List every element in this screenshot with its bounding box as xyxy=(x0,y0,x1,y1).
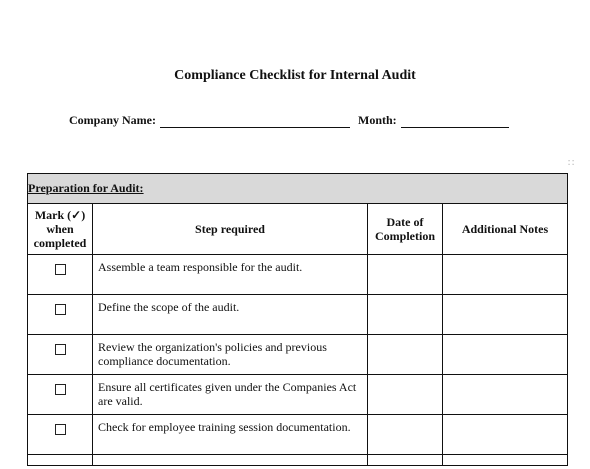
step-cell[interactable] xyxy=(93,295,368,335)
document-title: Compliance Checklist for Internal Audit xyxy=(174,68,416,83)
checkbox[interactable] xyxy=(55,384,66,395)
step-text: Review the organization's policies and previous compliance documentation. xyxy=(98,340,327,368)
table-row xyxy=(28,295,568,335)
audit-checklist-table xyxy=(27,173,568,466)
notes-cell[interactable] xyxy=(443,255,568,295)
mark-cell xyxy=(28,335,93,375)
mark-cell xyxy=(28,295,93,335)
step-cell[interactable] xyxy=(93,255,368,295)
step-cell[interactable] xyxy=(93,455,368,466)
date-cell[interactable] xyxy=(368,415,443,455)
date-cell[interactable] xyxy=(368,455,443,466)
date-cell[interactable] xyxy=(368,335,443,375)
date-cell[interactable] xyxy=(368,255,443,295)
date-cell[interactable] xyxy=(368,295,443,335)
table-row xyxy=(28,335,568,375)
table-row xyxy=(28,455,568,466)
table-row xyxy=(28,255,568,295)
column-header-step: Step required xyxy=(93,204,368,255)
table-move-handle-icon[interactable]: ∷ xyxy=(568,158,575,169)
notes-cell[interactable] xyxy=(443,335,568,375)
checkbox[interactable] xyxy=(55,424,66,435)
mark-cell xyxy=(28,415,93,455)
company-name-field[interactable] xyxy=(160,114,350,128)
company-name-label: Company Name: xyxy=(69,113,156,127)
document-meta-row xyxy=(69,113,509,128)
section-title: Preparation for Audit: xyxy=(28,174,568,204)
table-row xyxy=(28,415,568,455)
notes-cell[interactable] xyxy=(443,295,568,335)
notes-cell[interactable] xyxy=(443,415,568,455)
column-header-mark: Mark (✓) when completed xyxy=(28,204,93,255)
checkbox[interactable] xyxy=(55,304,66,315)
step-cell[interactable] xyxy=(93,415,368,455)
step-text: Ensure all certificates given under the Companies Act are valid. xyxy=(98,380,357,408)
mark-cell xyxy=(28,255,93,295)
checkbox[interactable] xyxy=(55,264,66,275)
step-text: Assemble a team responsible for the audit. xyxy=(98,260,303,274)
column-header-date: Date of Completion xyxy=(368,204,443,255)
notes-cell[interactable] xyxy=(443,375,568,415)
notes-cell[interactable] xyxy=(443,455,568,466)
column-header-row xyxy=(28,204,568,255)
month-field[interactable] xyxy=(401,114,509,128)
step-cell[interactable] xyxy=(93,375,368,415)
table-row xyxy=(28,375,568,415)
step-cell[interactable] xyxy=(93,335,368,375)
date-cell[interactable] xyxy=(368,375,443,415)
month-label: Month: xyxy=(358,113,397,127)
column-header-notes: Additional Notes xyxy=(443,204,568,255)
step-text: Define the scope of the audit. xyxy=(98,300,240,314)
mark-cell xyxy=(28,375,93,415)
step-text: Check for employee training session documentation. xyxy=(98,420,351,434)
mark-cell xyxy=(28,455,93,466)
checkbox[interactable] xyxy=(55,344,66,355)
section-header-row xyxy=(28,174,568,204)
